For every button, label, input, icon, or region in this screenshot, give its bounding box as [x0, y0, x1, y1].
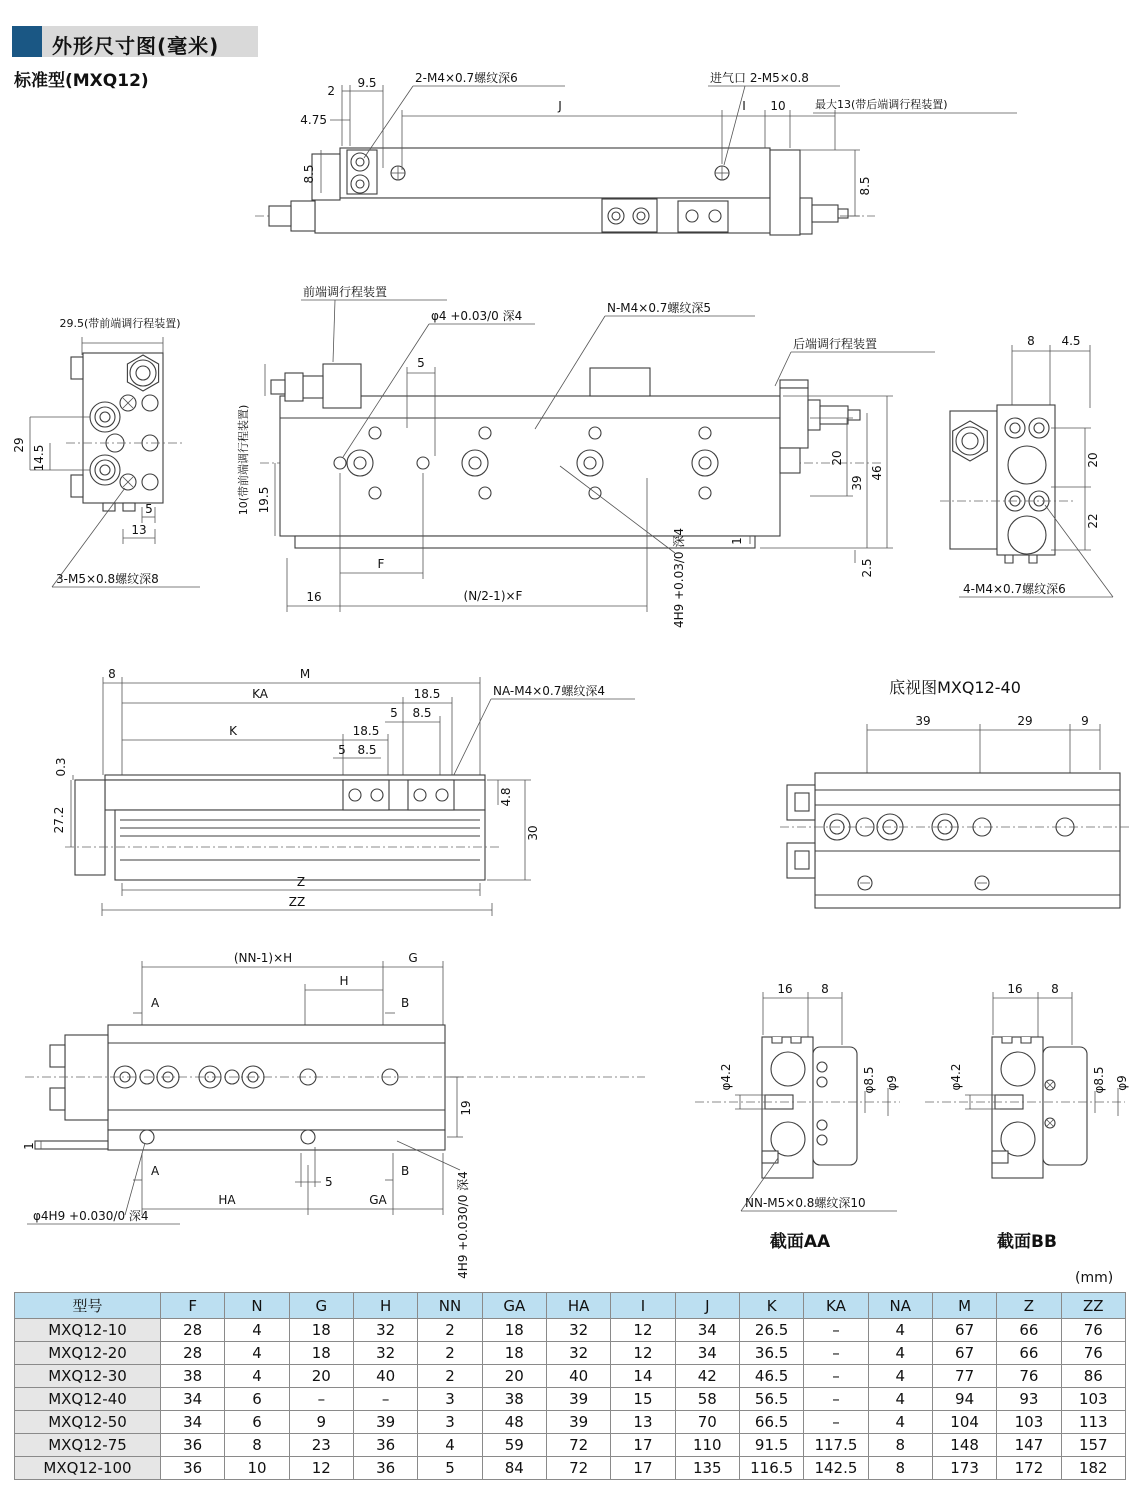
value-cell: –: [804, 1365, 868, 1388]
section-bb-drawing: [915, 955, 1140, 1275]
column-header: H: [353, 1293, 417, 1319]
thread-callout: 3-M5×0.8螺纹深8: [56, 572, 159, 586]
dim-K: K: [229, 724, 237, 738]
value-cell: 76: [997, 1365, 1061, 1388]
value-cell: 66: [997, 1342, 1061, 1365]
dim-4-5: 4.5: [1061, 334, 1081, 348]
dim-9-5: 9.5: [357, 76, 377, 90]
dim-13: 13: [131, 523, 147, 537]
dim-HA: HA: [218, 1193, 236, 1207]
value-cell: 67: [932, 1342, 996, 1365]
column-header: K: [739, 1293, 803, 1319]
dim-G: G: [408, 951, 418, 965]
value-cell: 66: [997, 1319, 1061, 1342]
dim-10: 10: [770, 99, 786, 113]
value-cell: 173: [932, 1457, 996, 1480]
value-cell: 12: [611, 1319, 675, 1342]
thread-callout: 2-M4×0.7螺纹深6: [415, 71, 518, 85]
dim-2: 2: [327, 84, 335, 98]
dim-19: 19: [459, 1100, 473, 1116]
dim-8-5-left: 8.5: [302, 164, 316, 184]
model-cell: MXQ12-100: [15, 1457, 161, 1480]
value-cell: 38: [482, 1388, 546, 1411]
value-cell: 104: [932, 1411, 996, 1434]
value-cell: 2: [418, 1342, 482, 1365]
value-cell: 36.5: [739, 1342, 803, 1365]
value-cell: 4: [868, 1342, 932, 1365]
value-cell: 8: [225, 1434, 289, 1457]
dim-4-75: 4.75: [300, 113, 327, 127]
dim-1: 1: [22, 1142, 36, 1150]
value-cell: 172: [997, 1457, 1061, 1480]
dim-22: 22: [1086, 513, 1100, 529]
dim-8: 8: [1051, 982, 1059, 996]
dim-GA: GA: [369, 1193, 387, 1207]
dim-M: M: [299, 667, 311, 681]
value-cell: 36: [353, 1434, 417, 1457]
value-cell: 17: [611, 1457, 675, 1480]
value-cell: 135: [675, 1457, 739, 1480]
value-cell: 4: [225, 1319, 289, 1342]
value-cell: 14: [611, 1365, 675, 1388]
value-cell: 36: [161, 1457, 225, 1480]
column-header: GA: [482, 1293, 546, 1319]
value-cell: 4: [225, 1365, 289, 1388]
rear-adjuster-callout: 后端调行程装置: [793, 337, 878, 351]
dim-8-5-lower: 8.5: [357, 743, 377, 757]
pin-hole-callout-rot: 4H9 +0.030/0 深4: [456, 1171, 470, 1279]
model-cell: MXQ12-75: [15, 1434, 161, 1457]
value-cell: 72: [546, 1457, 610, 1480]
value-cell: 17: [611, 1434, 675, 1457]
max13-callout: 最大13(带后端调行程装置): [815, 98, 948, 111]
inlet-callout: 进气口 2-M5×0.8: [710, 71, 809, 85]
value-cell: 36: [161, 1434, 225, 1457]
dim-18-5-upper: 18.5: [413, 687, 441, 701]
value-cell: 116.5: [739, 1457, 803, 1480]
profile-view-drawing: [15, 655, 640, 925]
dim-H: H: [339, 974, 349, 988]
dimension-table: [14, 1292, 1126, 1480]
dim-phi-9: φ9: [885, 1075, 899, 1091]
value-cell: 86: [1061, 1365, 1125, 1388]
dim-A-top: A: [151, 996, 160, 1010]
value-cell: 58: [675, 1388, 739, 1411]
left-end-view-drawing: [8, 295, 243, 605]
value-cell: –: [804, 1411, 868, 1434]
value-cell: 142.5: [804, 1457, 868, 1480]
value-cell: 18: [289, 1319, 353, 1342]
value-cell: 59: [482, 1434, 546, 1457]
value-cell: 34: [675, 1319, 739, 1342]
value-cell: 39: [353, 1411, 417, 1434]
dim-16: 16: [777, 982, 793, 996]
dim-5: 5: [325, 1175, 333, 1189]
dim-8: 8: [821, 982, 829, 996]
dim-30: 30: [526, 825, 540, 841]
model-cell: MXQ12-10: [15, 1319, 161, 1342]
value-cell: 3: [418, 1388, 482, 1411]
dim-phi-4-2: φ4.2: [949, 1063, 963, 1091]
table-row: [15, 1388, 1126, 1411]
dim-14-5: 14.5: [32, 444, 46, 472]
model-cell: MXQ12-40: [15, 1388, 161, 1411]
column-header: M: [932, 1293, 996, 1319]
dim-29: 29: [12, 437, 26, 453]
value-cell: 4: [418, 1434, 482, 1457]
value-cell: 147: [997, 1434, 1061, 1457]
value-cell: 3: [418, 1411, 482, 1434]
page-title: 外形尺寸图(毫米): [52, 34, 220, 58]
value-cell: 40: [546, 1365, 610, 1388]
value-cell: 48: [482, 1411, 546, 1434]
value-cell: 10: [225, 1457, 289, 1480]
value-cell: 34: [161, 1388, 225, 1411]
value-cell: 6: [225, 1411, 289, 1434]
dim-KA: KA: [252, 687, 268, 701]
top-view-drawing: [255, 58, 1135, 268]
dim-phi-4-2: φ4.2: [719, 1063, 733, 1091]
section-header-bar: [12, 26, 258, 57]
value-cell: 93: [997, 1388, 1061, 1411]
value-cell: 23: [289, 1434, 353, 1457]
rear-stroke-adjuster: [780, 388, 808, 448]
value-cell: 182: [1061, 1457, 1125, 1480]
section-bb-title: 截面BB: [997, 1232, 1057, 1252]
value-cell: –: [804, 1319, 868, 1342]
value-cell: 18: [482, 1319, 546, 1342]
value-cell: 77: [932, 1365, 996, 1388]
value-cell: 38: [161, 1365, 225, 1388]
value-cell: 32: [353, 1342, 417, 1365]
dim-NN-H: (NN-1)×H: [233, 951, 293, 965]
bottom-view-drawing: [775, 655, 1135, 925]
model-cell: MXQ12-20: [15, 1342, 161, 1365]
dim-39: 39: [915, 714, 931, 728]
dim-4-8: 4.8: [499, 787, 513, 807]
value-cell: 148: [932, 1434, 996, 1457]
value-cell: 34: [675, 1342, 739, 1365]
value-cell: 103: [997, 1411, 1061, 1434]
value-cell: 91.5: [739, 1434, 803, 1457]
value-cell: –: [804, 1388, 868, 1411]
slider-body: [108, 1025, 445, 1130]
dim-16: 16: [1007, 982, 1023, 996]
dim-8-5-right: 8.5: [858, 176, 872, 196]
front-adjuster-callout: 前端调行程装置: [303, 285, 388, 299]
column-header: NN: [418, 1293, 482, 1319]
dim-phi-9: φ9: [1115, 1075, 1129, 1091]
value-cell: 5: [418, 1457, 482, 1480]
value-cell: 15: [611, 1388, 675, 1411]
value-cell: 32: [353, 1319, 417, 1342]
dim-A-bot: A: [151, 1164, 160, 1178]
value-cell: 157: [1061, 1434, 1125, 1457]
slider-view-drawing: [5, 925, 665, 1300]
thread-callout: NN-M5×0.8螺纹深10: [745, 1196, 866, 1210]
value-cell: –: [353, 1388, 417, 1411]
value-cell: 103: [1061, 1388, 1125, 1411]
value-cell: –: [804, 1342, 868, 1365]
value-cell: 56.5: [739, 1388, 803, 1411]
value-cell: 36: [353, 1457, 417, 1480]
dim-19-5: 19.5: [257, 486, 271, 514]
column-header: F: [161, 1293, 225, 1319]
model-cell: MXQ12-50: [15, 1411, 161, 1434]
bottom-view-title: 底视图MXQ12-40: [889, 678, 1021, 697]
value-cell: 18: [289, 1342, 353, 1365]
table-row: [15, 1411, 1126, 1434]
right-end-view-drawing: [935, 313, 1140, 608]
dim-5-lower: 5: [338, 743, 346, 757]
value-cell: 84: [482, 1457, 546, 1480]
page-subtitle: 标准型(MXQ12): [14, 71, 149, 91]
dim-9: 9: [1081, 714, 1089, 728]
value-cell: 2: [418, 1319, 482, 1342]
dim-8-5-upper: 8.5: [412, 706, 432, 720]
value-cell: 117.5: [804, 1434, 868, 1457]
dim-N2F: (N/2-1)×F: [463, 589, 523, 603]
value-cell: 28: [161, 1342, 225, 1365]
value-cell: 4: [868, 1411, 932, 1434]
value-cell: 76: [1061, 1319, 1125, 1342]
column-header: Z: [997, 1293, 1061, 1319]
value-cell: 39: [546, 1411, 610, 1434]
value-cell: 32: [546, 1342, 610, 1365]
model-cell: MXQ12-30: [15, 1365, 161, 1388]
dim-phi-8-5: φ8.5: [862, 1066, 876, 1094]
column-header: NA: [868, 1293, 932, 1319]
dim-5: 5: [417, 356, 425, 370]
sensor-rail-block: [590, 368, 650, 396]
dim-20: 20: [830, 450, 844, 466]
column-header-model: 型号: [15, 1293, 161, 1319]
value-cell: 67: [932, 1319, 996, 1342]
value-cell: 94: [932, 1388, 996, 1411]
value-cell: 110: [675, 1434, 739, 1457]
value-cell: 70: [675, 1411, 739, 1434]
column-header: J: [675, 1293, 739, 1319]
value-cell: 4: [868, 1388, 932, 1411]
front-stroke-adjuster: [323, 364, 361, 408]
dim-B-bot: B: [401, 1164, 410, 1178]
dim-10-front: 10(带前端调行程装置): [237, 404, 250, 516]
table-body: [15, 1319, 1126, 1480]
value-cell: 39: [546, 1388, 610, 1411]
value-cell: 113: [1061, 1411, 1125, 1434]
thread-callout: 4-M4×0.7螺纹深6: [963, 582, 1066, 596]
dim-2-5: 2.5: [860, 558, 874, 578]
value-cell: 76: [1061, 1342, 1125, 1365]
column-header: I: [611, 1293, 675, 1319]
column-header: G: [289, 1293, 353, 1319]
value-cell: 20: [482, 1365, 546, 1388]
value-cell: 32: [546, 1319, 610, 1342]
dim-29: 29: [1017, 714, 1033, 728]
value-cell: 46.5: [739, 1365, 803, 1388]
section-aa-title: 截面AA: [769, 1232, 831, 1252]
value-cell: 4: [868, 1319, 932, 1342]
section-aa-drawing: [685, 955, 915, 1275]
dim-39: 39: [850, 475, 864, 491]
dim-16: 16: [306, 590, 322, 604]
bottom-view-body: [815, 773, 1120, 908]
dim-phi-8-5: φ8.5: [1092, 1066, 1106, 1094]
dim-8: 8: [108, 667, 116, 681]
dim-8: 8: [1027, 334, 1035, 348]
pin-hole-callout: φ4 +0.03/0 深4: [431, 309, 523, 323]
thread-callout: N-M4×0.7螺纹深5: [607, 301, 712, 315]
value-cell: 8: [868, 1434, 932, 1457]
dim-27-2: 27.2: [52, 806, 66, 834]
value-cell: 28: [161, 1319, 225, 1342]
column-header: ZZ: [1061, 1293, 1125, 1319]
dim-ZZ: ZZ: [288, 895, 306, 909]
value-cell: 2: [418, 1365, 482, 1388]
value-cell: 34: [161, 1411, 225, 1434]
value-cell: –: [289, 1388, 353, 1411]
table-row: [15, 1319, 1126, 1342]
dim-46: 46: [870, 465, 884, 481]
value-cell: 13: [611, 1411, 675, 1434]
pin-hole-callout: φ4H9 +0.030/0 深4: [33, 1209, 149, 1223]
value-cell: 8: [868, 1457, 932, 1480]
value-cell: 9: [289, 1411, 353, 1434]
value-cell: 12: [611, 1342, 675, 1365]
table-header-row: [15, 1293, 1126, 1319]
dim-5: 5: [145, 502, 153, 516]
value-cell: 26.5: [739, 1319, 803, 1342]
dim-1: 1: [730, 537, 744, 545]
dim-5-upper: 5: [390, 706, 398, 720]
unit-note: (mm): [1075, 1270, 1114, 1286]
dim-B-top: B: [401, 996, 410, 1010]
value-cell: 4: [225, 1342, 289, 1365]
dim-0-3: 0.3: [54, 757, 68, 777]
dim-I: I: [742, 99, 746, 113]
value-cell: 66.5: [739, 1411, 803, 1434]
value-cell: 20: [289, 1365, 353, 1388]
front-view-drawing: [235, 268, 945, 660]
value-cell: 72: [546, 1434, 610, 1457]
value-cell: 6: [225, 1388, 289, 1411]
column-header: KA: [804, 1293, 868, 1319]
pin-hole-callout-2: 4H9 +0.03/0 深4: [672, 527, 686, 629]
dim-20: 20: [1086, 452, 1100, 468]
value-cell: 18: [482, 1342, 546, 1365]
column-header: HA: [546, 1293, 610, 1319]
dim-29-5: 29.5(带前端调行程装置): [59, 317, 181, 330]
dim-Z: Z: [296, 875, 306, 889]
value-cell: 4: [868, 1365, 932, 1388]
table-row: [15, 1434, 1126, 1457]
column-header: N: [225, 1293, 289, 1319]
table-row: [15, 1457, 1126, 1480]
thread-callout: NA-M4×0.7螺纹深4: [493, 684, 606, 698]
value-cell: 12: [289, 1457, 353, 1480]
dim-J: J: [558, 99, 562, 113]
header-accent-square: [12, 26, 42, 57]
table-row: [15, 1365, 1126, 1388]
value-cell: 42: [675, 1365, 739, 1388]
value-cell: 40: [353, 1365, 417, 1388]
dim-F: F: [377, 557, 385, 571]
table-row: [15, 1342, 1126, 1365]
dim-18-5-lower: 18.5: [352, 724, 380, 738]
